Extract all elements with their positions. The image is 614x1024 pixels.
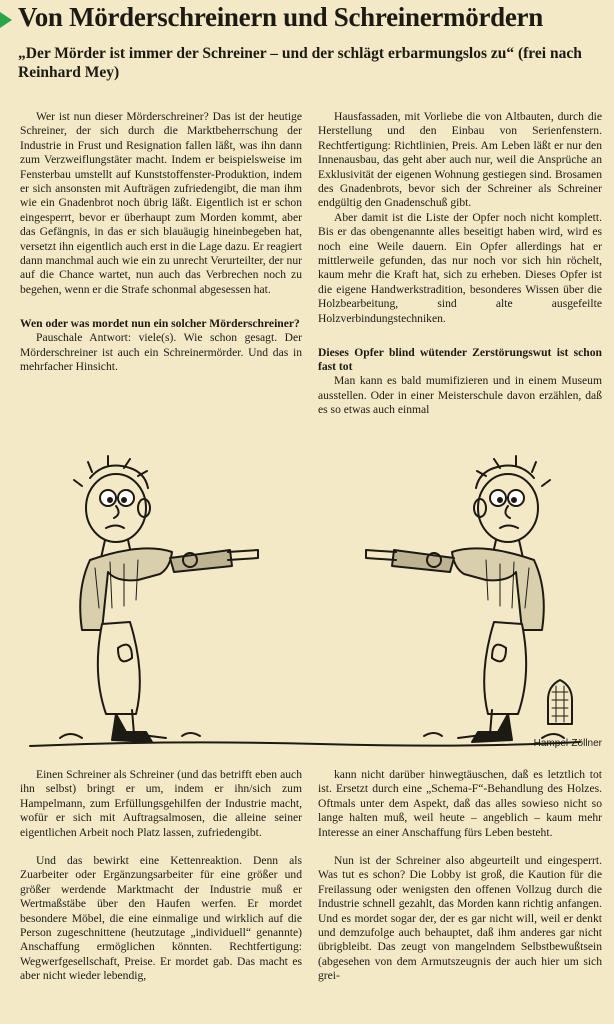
paragraph: kann nicht darüber hinwegtäuschen, daß es letztlich tot ist. Ersetzt durch eine „Schema-F“-Behandlung des Holzes. Oftmals unter dem Aspekt, daß das alles sowieso nicht so lange halten muß, weil heute – angeblich – kaum mehr Interesse an einer Anschaffung fürs Leben besteht.	[318, 768, 602, 839]
paragraph: Einen Schreiner als Schreiner (und das betrifft eben auch ihn selbst) bringt er um, indem er ihn/sich zum Hampelmann, zum Erfüllungsgehilfen der Industrie macht, wofür er sich mit Auftragsalmosen, die alleine seiner eigentlichen Arbeit noch Platz lassen, zufriedengibt.	[20, 768, 302, 839]
paragraph: Wer ist nun dieser Mörderschreiner? Das ist der heutige Schreiner, der sich durch die Marktbeherrschung der Industrie in Frust und Resignation fallen läßt, was ihn dann zum Verzweiflungstäter macht. Indem er beispielsweise im Fensterbau umstellt auf Kunststoffenster-Produktion, indem er sich ansonsten mit Aufträgen zufriedengibt, die man ihm wie ein Gnadenbrot noch übrig läßt. Eigentlich ist er schon eingesperrt, bevor er überhaupt zum Morden kommt, aber das Gefängnis, in das er sich blauäugig hineinbegeben hat, versetzt ihn eigentlich auch erst in die Lage dazu. Er reagiert dann manchmal auch wie ein zu unrecht Verurteilter, der nur auf die Chance wartet, nun auch das Verbrechen noch zu begehen, wenn er die Strafe schonmal abgesessen hat.	[20, 110, 302, 296]
publisher-logo-icon	[548, 680, 572, 724]
green-marker-icon	[0, 12, 12, 28]
paragraph: Und das bewirkt eine Kettenreaktion. Denn als Zuarbeiter oder Ergänzungsarbeiter für eine größer und größer werdende Marktmacht der Industrie muß er Wertmaßstäbe über den Haufen werfen. Er mordet besondere Möbel, die eine einmalige und wirklich auf die Person zugeschnittene (heutzutage „individuell“ genannte) Anschaffung ermöglichen könnten. Rechtfertigung: Wegwerfgesellschaft, Preise. Er mordet gab. Das macht es aber nicht wieder lebendig,	[20, 854, 302, 983]
column-4	[318, 768, 602, 984]
paragraph: Hausfassaden, mit Vorliebe die von Altbauten, durch die Herstellung und den Einbau von Serienfenstern. Rechtfertigung: Richtlinien, Preis. Am Leben läßt er nur den Innenausbau, das geht aber auch nur, weil die Ansprüche an Exklusivität der eigenen Wohnung gestiegen sind. Brosamen des Gnadenbrots, bevor sich der Schreiner als Schreiner endgültig den Gnadenschuß gibt.	[318, 110, 602, 210]
column-2	[318, 110, 602, 417]
section-heading: Dieses Opfer blind wütender Zerstörungswut ist schon fast tot	[318, 346, 602, 374]
column-3	[20, 768, 302, 984]
cartoon-illustration	[20, 448, 604, 754]
paragraph: Pauschale Antwort: viele(s). Wie schon gesagt. Der Mörderschreiner ist auch ein Schreinermörder. Und das in mehrfacher Hinsicht.	[20, 331, 302, 374]
section-heading: Wen oder was mordet nun ein solcher Mörderschreiner?	[20, 317, 300, 331]
left-carpenter-figure	[60, 456, 258, 742]
article-title: Von Mörderschreinern und Schreinermördern	[18, 2, 543, 32]
right-carpenter-figure	[366, 456, 564, 742]
article-subtitle: „Der Mörder ist immer der Schreiner – und der schlägt erbarmungslos zu“ (frei nach Reinhard Mey)	[18, 45, 582, 81]
paragraph: Aber damit ist die Liste der Opfer noch nicht komplett. Bis er das obengenannte alles beseitigt haben wird, wird es noch eine Weile dauern. Ein Opfer allerdings hat er mittlerweile gefunden, das nur noch vor sich hin röchelt, kaum mehr die Kraft hat, sich zu erheben. Dieses Opfer ist die eigene Handwerkstradition, besonderes Wissen über die Holzbearbeitung, sind alte ausgefeilte Holzverbindungstechniken.	[318, 210, 602, 325]
paragraph: Man kann es bald mumifizieren und in einem Museum ausstellen. Oder in einer Meisterschule davon erzählen, daß es so etwas auch einmal	[318, 374, 602, 416]
illustration-credit: Hampel-Zöllner	[533, 738, 602, 749]
column-1	[20, 110, 302, 375]
paragraph: Nun ist der Schreiner also abgeurteilt und eingesperrt. Was tut es schon? Die Lobby ist groß, die Kaution für die Freilassung oder wenigsten den offenen Vollzug durch die Industrie schnell gezahlt, das Morden kann richtig anfangen. Und es mordet sogar der, der es gar nicht will, weil er denkt und demzufolge auch behauptet, daß ihm anderes gar nicht übrigbleibt. Das zeugt von mangelndem Selbstbewußtsein (abgesehen von dem Armutszeugnis der auch hier um sich grei-	[318, 854, 602, 983]
